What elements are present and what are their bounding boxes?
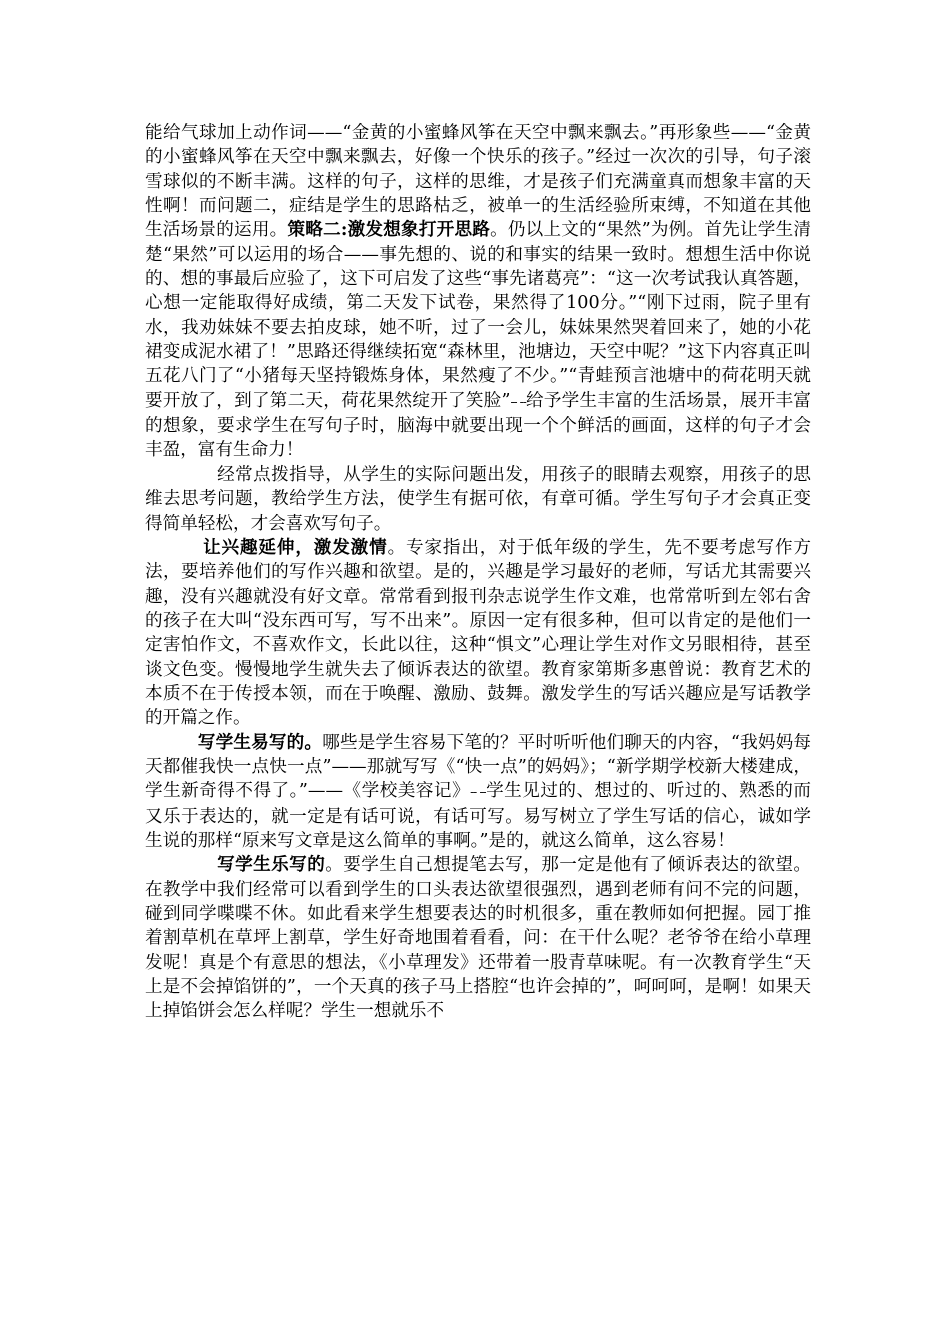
paragraph-text: 。要学生自己想提笔去写，那一定是他有了倾诉表达的欲望。在教学中我们经常可以看到学生的口头表达欲望很强烈，遇到老师有问不完的问题，碰到同学喋喋不休。如此看来学生想要表达的时机很多，重在教师如何把握。园丁推着割草机在草坪上割草，学生好奇地围着看看，问：在干什么呢？老爷爷在给小草理发呢！真是个有意思的想法，《小草理发》还带着一股青草味呢。有一次教育学生“天上是不会掉馅饼的”，一个天真的孩子马上搭腔“也许会掉的”，呵呵呵，是啊！如果天上掉馅饼会怎么样呢？学生一想就乐不 — [145, 855, 811, 1022]
paragraph-strategy-two — [145, 121, 811, 463]
paragraph-text: 哪些是学生容易下笔的？平时听听他们聊天的内容，“我妈妈每天都催我快一点快一点”——那就写写《“快一点”的妈妈》；“新学期学校新大楼建成，学生新奇得不得了。”——《学校美容记》 — [145, 732, 811, 802]
paragraph-text: 。专家指出，对于低年级的学生，先不要考虑写作方法，要培养他们的写作兴趣和欲望。是的，兴趣是学习最好的老师，写话尤其需要兴趣，没有兴趣就没有好文章。常常看到报刊杂志说学生作文难，也常常听到左邻右舍的孩子在大叫“没东西可写，写不出来”。原因一定有很多种，但可以肯定的是他们一定害怕作文，不喜欢作文，长此以往，这种“惧文”心理让学生对作文另眼相待，甚至谈文色变。慢慢地学生就失去了倾诉表达的欲望。教育家第斯多惠曾说：教育艺术的本质不在于传授本领，而在于唤醒、激励、鼓舞。激发学生的写话兴趣应是写话教学的开篇之作。 — [145, 537, 811, 729]
happy-writing-heading: 写学生乐写的 — [217, 854, 326, 876]
paragraph-guidance — [145, 463, 811, 536]
paragraph-interest — [145, 536, 811, 731]
paragraph-text: 学生见过的、想过的、听过的、熟悉的而又乐于表达的，就一定是有话可说，有话可写。易写树立了学生写话的信心，诚如学生说的那样“原来写文章是这么简单的事啊。”是的，就这么简单，这么容易！ — [145, 781, 811, 851]
document-body — [145, 121, 811, 1024]
dash-mark: -- -- — [510, 394, 526, 409]
easy-writing-heading: 写学生易写的。 — [197, 731, 323, 753]
strategy-two-heading: 策略二:激发想象打开思路 — [287, 219, 491, 241]
paragraph-text: 能给气球加上动作词——“金黄的小蜜蜂风筝在天空中飘来飘去。”再形象些——“金黄的小蜜蜂风筝在天空中飘来飘去，好像一个快乐的孩子。”经过一次次的引导，句子滚雪球似的不断丰满。这样的句子，这样的思维，才是孩子们充满童真而想象丰富的天性啊！而问题二，症结是学生的思路枯乏，被单一的生活经验所束缚，不知道在其他生活场景的运用。 — [145, 123, 811, 241]
paragraph-happy-writing — [145, 853, 811, 1023]
paragraph-text: 。仍以上文的“果然”为例。首先让学生清楚“果然”可以运用的场合——事先想的、说的和事实的结果一致时。想想生活中你说的、想的事最后应验了，这下可启发了这些“事先诸葛亮”：“这一次考试我认真答题，心想一定能取得好成绩，第二天发下试卷，果然得了100分。”“刚下过雨，院子里有水，我劝妹妹不要去拍皮球，她不听，过了一会儿，妹妹果然哭着回来了，她的小花裙变成泥水裙了！”思路还得继续拓宽“森林里，池塘边，天空中呢？”这下内容真正叫五花八门了“小猪每天坚持锻炼身体，果然瘦了不少。”“青蛙预言池塘中的荷花明天就要开放了，到了第二天，荷花果然绽开了笑脸” — [145, 220, 811, 411]
interest-heading: 让兴趣延伸，激发激情 — [203, 536, 388, 558]
paragraph-text: 经常点拨指导，从学生的实际问题出发，用孩子的眼睛去观察，用孩子的思维去思考问题，教给学生方法，使学生有据可依，有章可循。学生写句子才会真正变得简单轻松，才会喜欢写句子。 — [145, 464, 811, 534]
dash-mark: -- -- — [470, 785, 486, 800]
paragraph-text: 给予学生丰富的生活场景，展开丰富的想象，要求学生在写句子时，脑海中就要出现一个个鲜活的画面，这样的句子才会丰盈，富有生命力！ — [145, 390, 811, 461]
paragraph-easy-writing — [145, 731, 811, 854]
